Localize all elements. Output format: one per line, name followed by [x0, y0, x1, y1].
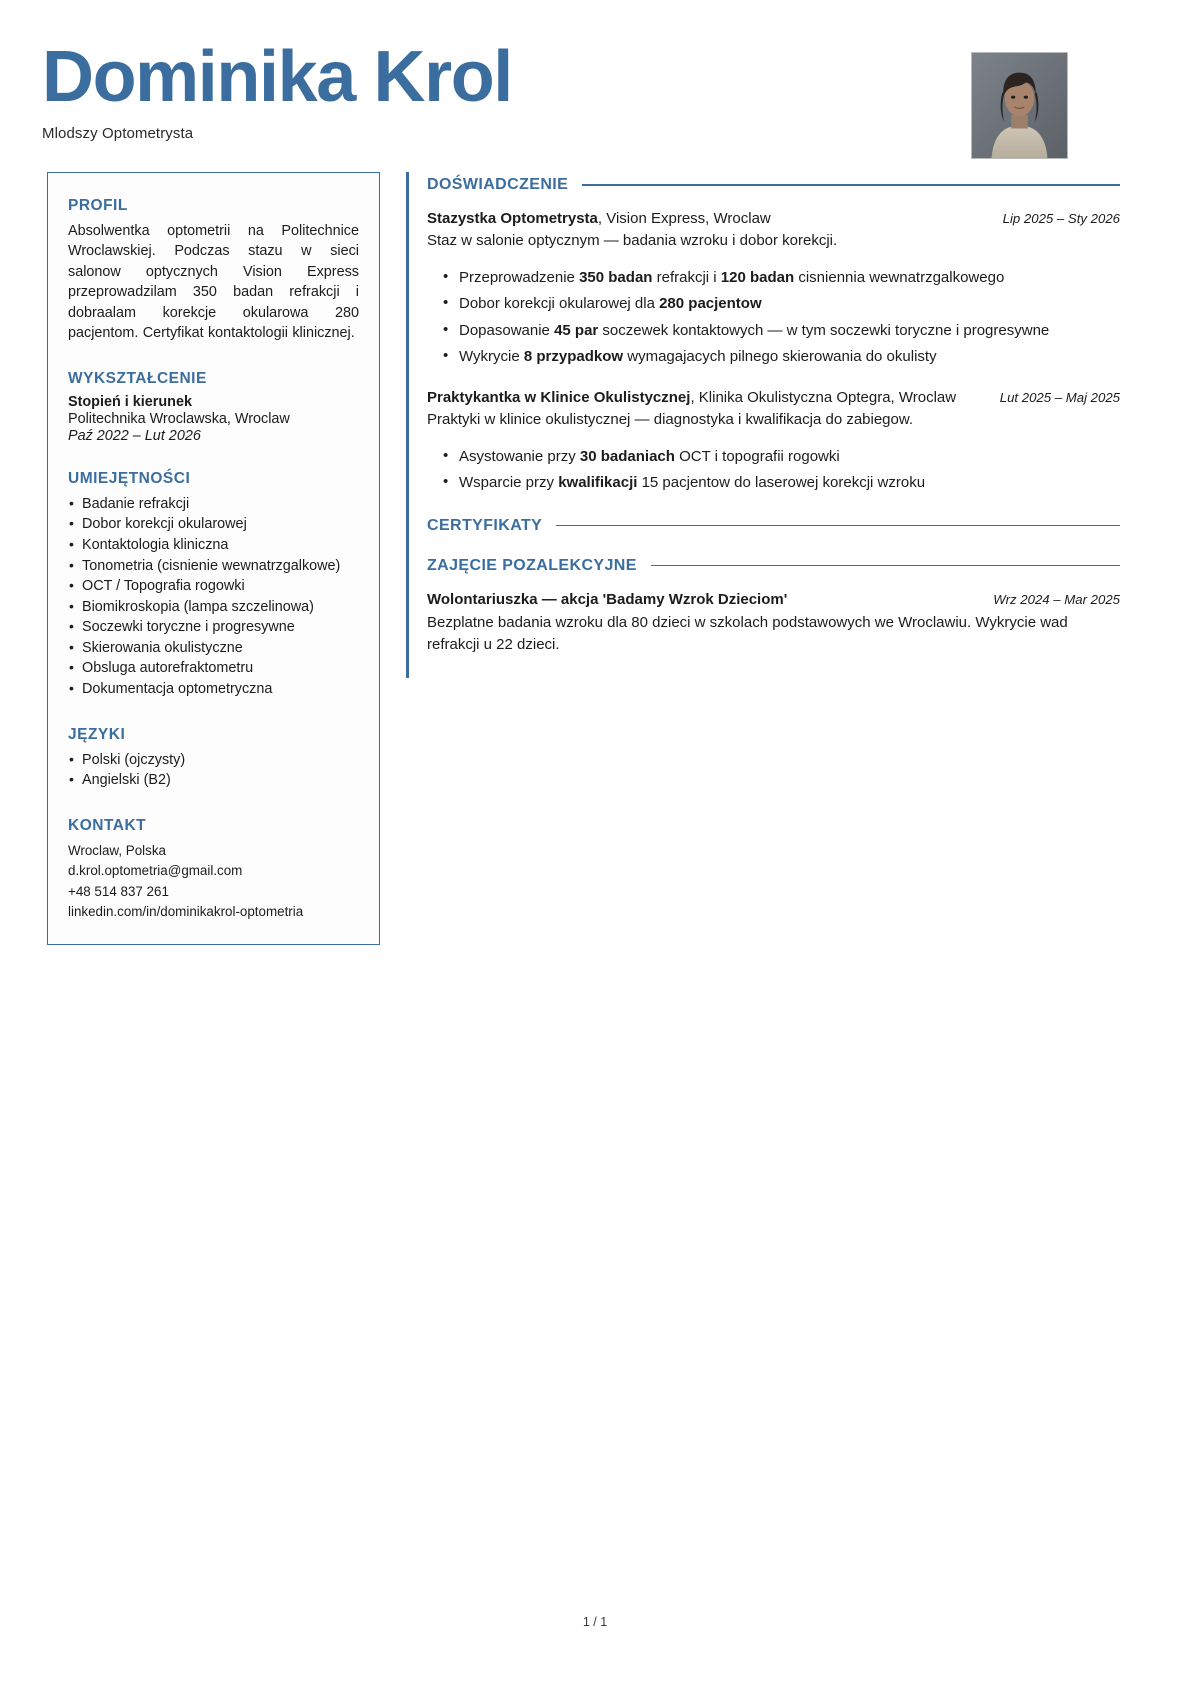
list-item — [427, 320, 1120, 343]
bullet-text: Dopasowanie — [459, 321, 555, 339]
contact-location: Wroclaw, Polska — [68, 842, 166, 858]
section-certificates — [427, 517, 1120, 535]
entry-role: Praktykantka w Klinice Okulistycznej — [427, 388, 691, 406]
entry-dates: Wrz 2024 – Mar 2025 — [993, 591, 1120, 607]
profile-text: Absolwentka optometrii na Politechnice Wroclawskiej. Podczas stazu w sieci salonow optycznych Vision Express przeprowadzilam 350 badan refrakcji i dobraalam korekcje okularowa 280 pacjentom. Certyfikat kontaktologii klinicznej. — [68, 223, 359, 342]
job-title: Mlodszy Optometrysta — [42, 124, 194, 142]
resume-header — [0, 0, 1190, 172]
list-item: • Soczewki toryczne i progresywne — [68, 617, 359, 638]
entry-company: , Vision Express, Wroclaw — [597, 210, 771, 227]
portrait-photo-icon — [972, 53, 1067, 158]
entry-title — [427, 387, 984, 408]
skills-list — [68, 494, 359, 700]
education-school: Politechnika Wroclawska, Wroclaw — [68, 410, 290, 427]
bullet-emphasis: kwalifikacji — [558, 474, 638, 491]
entry-role: Wolontariuszka — akcja 'Badamy Wzrok Dzieciom' — [427, 590, 788, 608]
sidebar-heading-profile: PROFIL — [68, 197, 128, 214]
education-dates: Paź 2022 – Lut 2026 — [68, 427, 201, 444]
list-item: • Biomikroskopia (lampa szczelinowa) — [68, 597, 359, 618]
bullet-text: refrakcji i — [652, 268, 721, 286]
sidebar-heading-skills: UMIEJĘTNOŚCI — [68, 469, 191, 487]
sidebar-heading-languages: JĘZYKI — [68, 725, 126, 743]
bullet-emphasis: 120 badan — [720, 268, 795, 286]
list-item — [427, 346, 1120, 369]
bullet-emphasis: 45 par — [554, 321, 599, 339]
section-extracurricular — [427, 557, 1120, 656]
entry-bullets — [427, 267, 1120, 369]
section-divider — [582, 184, 1120, 185]
list-item: • OCT / Topografia rogowki — [68, 576, 359, 597]
bullet-text: Dobor korekcji okularowej dla — [459, 295, 660, 313]
section-title: DOŚWIADCZENIE — [427, 176, 569, 193]
list-item: • Dokumentacja optometryczna — [68, 679, 359, 700]
section-experience — [427, 176, 1120, 495]
bullet-text: 15 pacjentow do laserowej korekcji wzroku — [637, 474, 926, 491]
list-item: • Skierowania okulistyczne — [68, 638, 359, 659]
bullet-emphasis: 280 pacjentow — [659, 295, 762, 313]
list-item: • Polski (ojczysty) — [68, 750, 359, 771]
section-header-extracurricular — [427, 557, 1120, 575]
bullet-text: soczewek kontaktowych — w tym soczewki toryczne i progresywne — [598, 321, 1050, 339]
entry-dates: Lip 2025 – Sty 2026 — [1002, 211, 1120, 226]
bullet-text: OCT i topografii rogowki — [674, 447, 840, 465]
list-item: • Obsluga autorefraktometru — [68, 658, 359, 679]
avatar — [971, 52, 1068, 159]
bullet-text: cisniennia wewnatrzgalkowego — [794, 268, 1005, 286]
entry-summary: Bezplatne badania wzroku dla 80 dzieci w szkolach podstawowych we Wroclawiu. Wykrycie wad refrakcji u 22 dzieci. — [427, 613, 1068, 653]
contact-linkedin[interactable]: linkedin.com/in/dominikakrol-optometria — [68, 903, 304, 919]
entry-title — [427, 589, 977, 610]
entry-bullets — [427, 446, 1120, 495]
entry-summary: Staz w salonie optycznym — badania wzroku i dobor korekcji. — [427, 232, 838, 249]
experience-entry — [427, 387, 1120, 495]
entry-header — [427, 208, 1120, 229]
list-item: • Tonometria (cisnienie wewnatrzgalkowe) — [68, 556, 359, 577]
sidebar-section-education — [68, 370, 359, 444]
page-title: Dominika Krol — [42, 37, 512, 117]
section-divider — [556, 525, 1120, 526]
contact-phone[interactable]: +48 514 837 261 — [68, 883, 169, 899]
list-item — [427, 267, 1120, 290]
section-divider — [651, 565, 1120, 566]
section-title: ZAJĘCIE POZALEKCYJNE — [427, 556, 637, 574]
sidebar-section-profile — [68, 197, 359, 344]
bullet-emphasis: 30 badaniach — [579, 447, 675, 465]
entry-company: , Klinika Okulistyczna Optegra, Wroclaw — [690, 388, 957, 406]
list-item: • Kontaktologia kliniczna — [68, 535, 359, 556]
experience-entry — [427, 208, 1120, 369]
entry-role: Stazystka Optometrysta — [427, 210, 598, 227]
languages-list — [68, 750, 359, 791]
sidebar-section-contact — [68, 817, 359, 923]
entry-header — [427, 589, 1120, 610]
list-item: • Dobor korekcji okularowej — [68, 514, 359, 535]
list-item: • Angielski (B2) — [68, 770, 359, 791]
bullet-emphasis: 8 przypadkow — [523, 348, 624, 366]
section-header-certificates — [427, 517, 1120, 535]
bullet-text: Wsparcie przy — [459, 474, 559, 491]
bullet-emphasis: 350 badan — [579, 268, 653, 286]
education-degree: Stopień i kierunek — [68, 393, 192, 410]
contact-email[interactable]: d.krol.optometria@gmail.com — [68, 863, 243, 879]
section-title: CERTYFIKATY — [427, 516, 543, 534]
list-item — [427, 472, 1120, 495]
section-header-experience — [427, 176, 1120, 194]
sidebar-section-skills — [68, 470, 359, 700]
extracurricular-entry — [427, 589, 1120, 656]
bullet-text: Asystowanie przy — [459, 447, 580, 465]
list-item — [427, 293, 1120, 316]
list-item: • Badanie refrakcji — [68, 494, 359, 515]
entry-dates: Lut 2025 – Maj 2025 — [999, 389, 1120, 405]
sidebar-section-languages — [68, 726, 359, 791]
sidebar — [47, 172, 380, 945]
bullet-text: wymagajacych pilnego skierowania do okulisty — [623, 348, 937, 366]
entry-title — [427, 208, 987, 229]
sidebar-heading-contact: KONTAKT — [68, 816, 147, 834]
bullet-text: Przeprowadzenie — [459, 268, 580, 286]
list-item — [427, 446, 1120, 469]
bullet-text: Wykrycie — [459, 348, 524, 366]
sidebar-heading-education: WYKSZTAŁCENIE — [68, 369, 207, 387]
entry-header — [427, 387, 1120, 408]
resume-body — [0, 172, 1190, 945]
page-footer — [0, 1615, 1190, 1629]
entry-summary: Praktyki w klinice okulistycznej — diagnostyka i kwalifikacja do zabiegow. — [427, 410, 914, 428]
page-indicator: 1 / 1 — [582, 1615, 608, 1629]
main-content — [406, 172, 1120, 678]
